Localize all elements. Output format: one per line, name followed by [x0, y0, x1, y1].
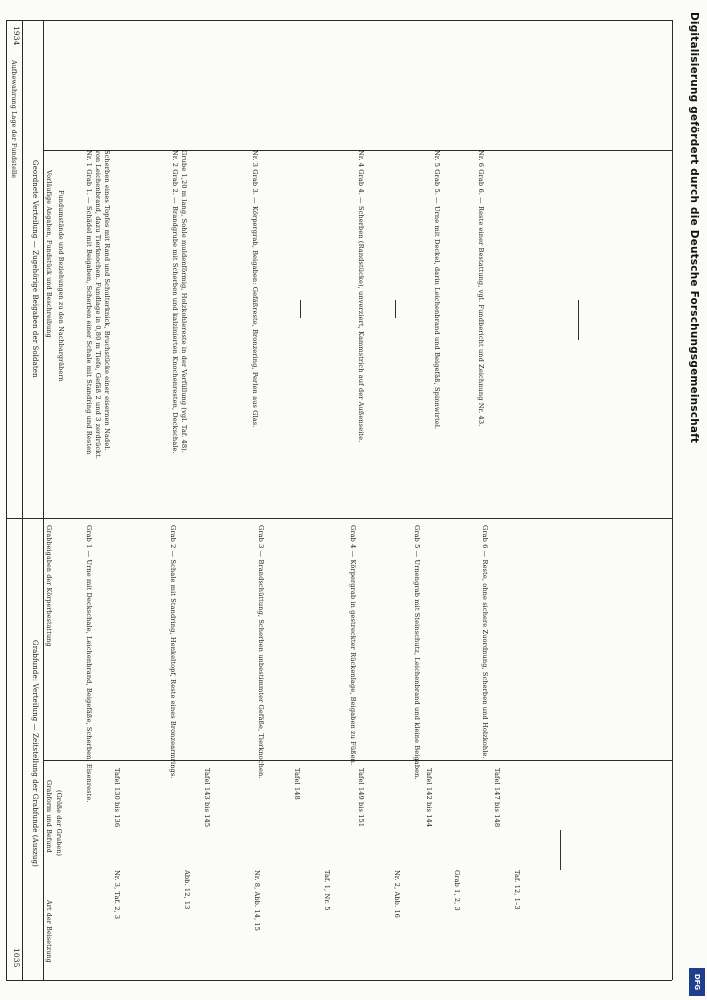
separator-dash	[578, 300, 579, 340]
separator-dash	[560, 830, 561, 870]
right-note-4: Tafel 149 bis 151	[357, 768, 365, 828]
far-right-5: Nr. 2, Abb. 16	[393, 870, 401, 918]
right-entry-4: Grab 4 — Körpergrab in gestreckter Rückenlage, Beigaben zu Füßen.	[349, 525, 357, 766]
left-entry-3: Scherben eines Topfes mit Rand und Schulterknick, Bruchstücke einer eisernen Nadel.	[103, 150, 111, 451]
column-head-7: Art der Beisetzung	[45, 900, 53, 963]
column-head-3: Fundumstände und Beziehungen zu den Nachbargräbern	[57, 190, 65, 382]
dfg-logo: DFG	[689, 968, 705, 996]
right-note-5: Tafel 142 bis 144	[425, 768, 433, 828]
left-entry-4: Nr. 2 Grab 2. — Brandgrube mit Scherben und kalzinierten Knochenresten, Deckschale.	[171, 150, 179, 454]
rule-center	[6, 518, 672, 519]
column-head-5: Grabform und Befund	[45, 780, 53, 853]
left-entry-5: Grube 1,20 m lang, Sohle muldenförmig, Holzkohlereste in der Verfüllung (vgl. Taf. 48).	[180, 150, 188, 454]
far-right-6: Grab 1, 2, 3	[453, 870, 461, 911]
year-label: 1934	[12, 26, 21, 46]
right-page-title: Grabfunde: Verteilung — Zeitstellung der Grabfunde (Auszug)	[31, 640, 39, 867]
rule-bottom	[6, 980, 672, 981]
separator-dash	[300, 300, 301, 318]
rule-col-c	[672, 20, 673, 980]
column-head-2: Vorläufige Angaben, Fundstück und Beschreibung	[45, 170, 53, 338]
far-right-7: Taf. 12, 1–3	[513, 870, 521, 910]
left-entry-6: Nr. 3 Grab 3. — Körpergrab, Beigaben: Gefäßreste, Bronzering, Perlen aus Glas.	[251, 150, 259, 428]
far-right-2: Abb. 12, 13	[183, 870, 191, 910]
right-entry-1: Grab 1 — Urne mit Deckschale, Leichenbrand, Beigefäße, Scherben, Eisenreste.	[85, 525, 93, 803]
page-number: 1035	[12, 948, 21, 968]
column-head-1: Aufbewahrung Lage der Fundstelle	[10, 60, 18, 179]
right-note-6: Tafel 147 bis 148	[493, 768, 501, 828]
far-right-4: Taf. 1, Nr. 5	[323, 870, 331, 911]
right-note-2: Tafel 143 bis 145	[203, 768, 211, 828]
right-entry-3: Grab 3 — Brandschüttung, Scherben unbestimmter Gefäße, Tierknochen.	[257, 525, 265, 779]
far-right-3: Nr. 8, Abb. 14, 15	[253, 870, 261, 931]
right-entry-5: Grab 5 — Urnengrab mit Steinschutz, Leichenbrand und kleine Beigaben.	[413, 525, 421, 780]
rule-col-a	[22, 20, 23, 980]
right-note-1: Tafel 130 bis 136	[113, 768, 121, 828]
far-right-1: Nr. 3, Taf. 2, 3	[113, 870, 121, 920]
left-entry-2: von Leichenbrand, dazu Tierknochen. Fundlage in 0,80 m Tiefe, Gefäß 2 und 3 zerdrückt.	[94, 150, 102, 460]
left-page-title: Geordnete Verteilung — Zugehörige Beigaben der Soldaten	[31, 160, 39, 378]
left-entry-9: Nr. 6 Grab 6. — Reste einer Bestattung, vgl. Fundbericht und Zeichnung Nr. 43.	[477, 150, 485, 427]
column-head-4: Grabbeigaben der Körperbestattung	[45, 525, 53, 647]
right-entry-2: Grab 2 — Schale mit Standring, Henkeltopf, Reste eines Bronzearmrings.	[169, 525, 177, 779]
right-entry-6: Grab 6 — Reste, ohne sichere Zuordnung, Scherben und Holzkohle.	[481, 525, 489, 759]
rule-right-block	[43, 760, 672, 761]
left-entry-7: Nr. 4 Grab 4. — Scherben (Randstücke), unverziert, Kammstrich auf der Außenseite.	[357, 150, 365, 443]
rule-outer-left	[6, 20, 7, 980]
rule-top	[6, 20, 672, 21]
right-note-3: Tafel 148	[293, 768, 301, 800]
column-head-6: (Größe der Gruben)	[55, 790, 63, 857]
left-entry-8: Nr. 5 Grab 5. — Urne mit Deckel, darin Leichenbrand und Beigefäß, Spinnwirtel.	[433, 150, 441, 430]
separator-dash	[395, 300, 396, 318]
left-entry-1: Nr. 1 Grab 1. — Schädel mit Beigaben, Scherben einer Schale mit Standring und Resten	[85, 150, 93, 455]
digitization-caption: Digitalisierung gefördert durch die Deutsche Forschungsgemeinschaft	[688, 12, 700, 444]
